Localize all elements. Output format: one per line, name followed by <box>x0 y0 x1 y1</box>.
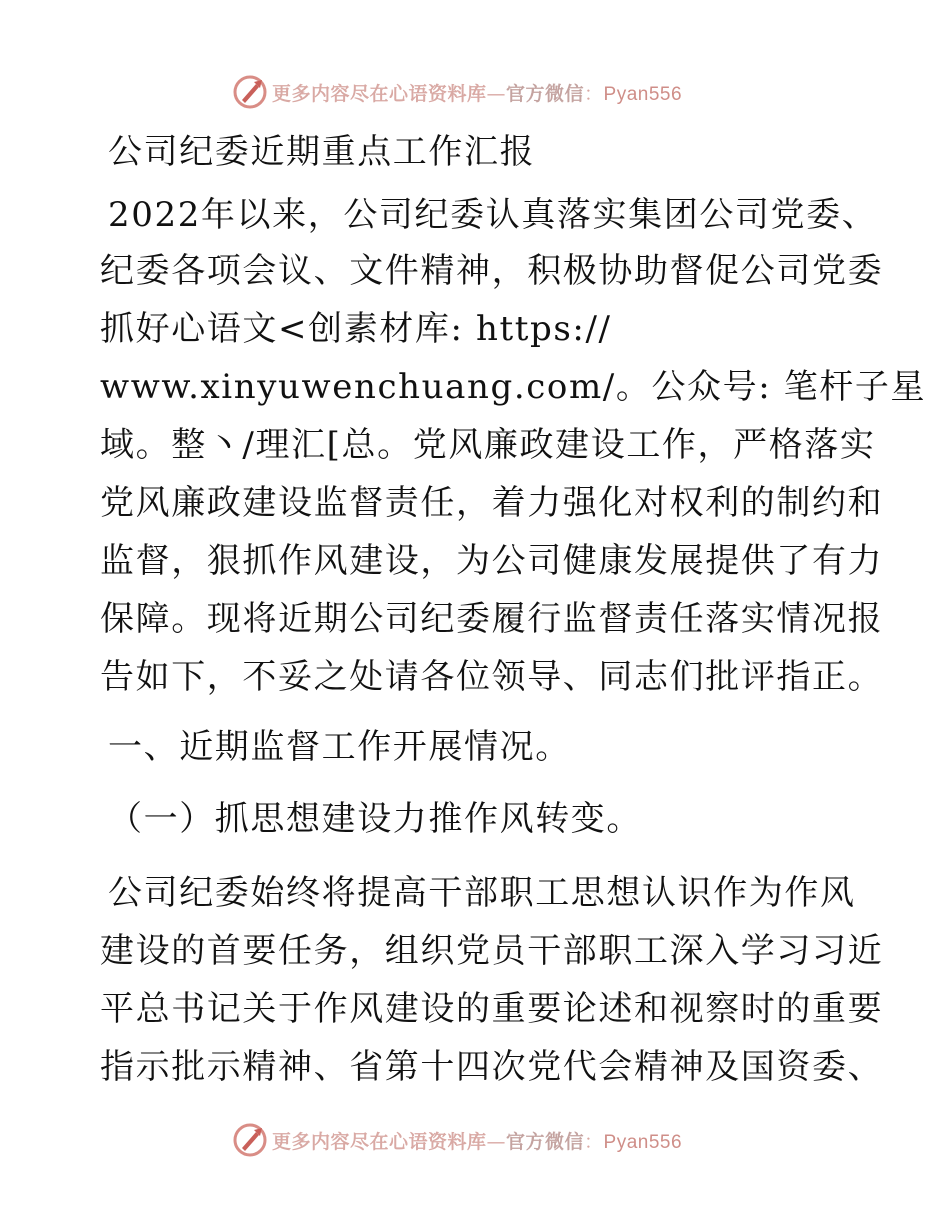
paragraph-body <box>100 864 884 1096</box>
paragraph-line: 纪委各项会议、文件精神，积极协助督促公司党委 <box>100 251 884 291</box>
quill-logo-icon <box>232 1122 268 1158</box>
paragraph-line: 建设的首要任务，组织党员干部职工深入学习习近 <box>100 931 884 971</box>
paragraph-line: 监督，狠抓作风建设，为公司健康发展提供了有力 <box>100 541 884 581</box>
paragraph-intro <box>100 188 927 706</box>
document-title: 公司纪委近期重点工作汇报 <box>108 132 536 172</box>
banner-separator: — <box>486 82 507 105</box>
section-heading: 一、近期监督工作开展情况。 <box>108 727 571 767</box>
footer-watermark-banner <box>232 1120 682 1160</box>
subsection-heading: （一）抓思想建设力推作风转变。 <box>108 799 642 839</box>
paragraph-line: 抓好心语文<创素材库: https:// <box>100 309 612 349</box>
paragraph-line: 平总书记关于作风建设的重要论述和视察时的重要 <box>100 989 884 1029</box>
document-body <box>100 120 927 1096</box>
paragraph-line: 党风廉政建设监督责任，着力强化对权利的制约和 <box>100 483 884 523</box>
paragraph-line: 2022年以来，公司纪委认真落实集团公司党委、 <box>108 195 878 235</box>
banner-account: Pyan556 <box>603 83 683 105</box>
banner-separator: — <box>486 1130 507 1153</box>
paragraph-line: 指示批示精神、省第十四次党代会精神及国资委、 <box>100 1047 884 1087</box>
banner-official-label: 官方微信 <box>506 82 585 105</box>
header-watermark-banner <box>232 72 682 112</box>
banner-main-text: 更多内容尽在心语资料库 <box>272 82 487 105</box>
paragraph-line: 公司纪委始终将提高干部职工思想认识作为作风 <box>108 873 856 913</box>
banner-account: Pyan556 <box>603 1131 683 1153</box>
paragraph-line: 保障。现将近期公司纪委履行监督责任落实情况报 <box>100 599 884 639</box>
quill-logo-icon <box>232 74 268 110</box>
paragraph-line: 告如下，不妥之处请各位领导、同志们批评指正。 <box>100 657 884 697</box>
banner-text <box>272 1127 682 1154</box>
paragraph-line: 域。整丶/理汇[总。党风廉政建设工作，严格落实 <box>100 425 876 465</box>
banner-colon: ： <box>584 82 604 105</box>
banner-text <box>272 79 682 106</box>
paragraph-line: www.xinyuwenchuang.com/。公众号: 笔杆子星 <box>100 367 927 407</box>
banner-colon: ： <box>584 1130 604 1153</box>
banner-official-label: 官方微信 <box>506 1130 585 1153</box>
banner-main-text: 更多内容尽在心语资料库 <box>272 1130 487 1153</box>
